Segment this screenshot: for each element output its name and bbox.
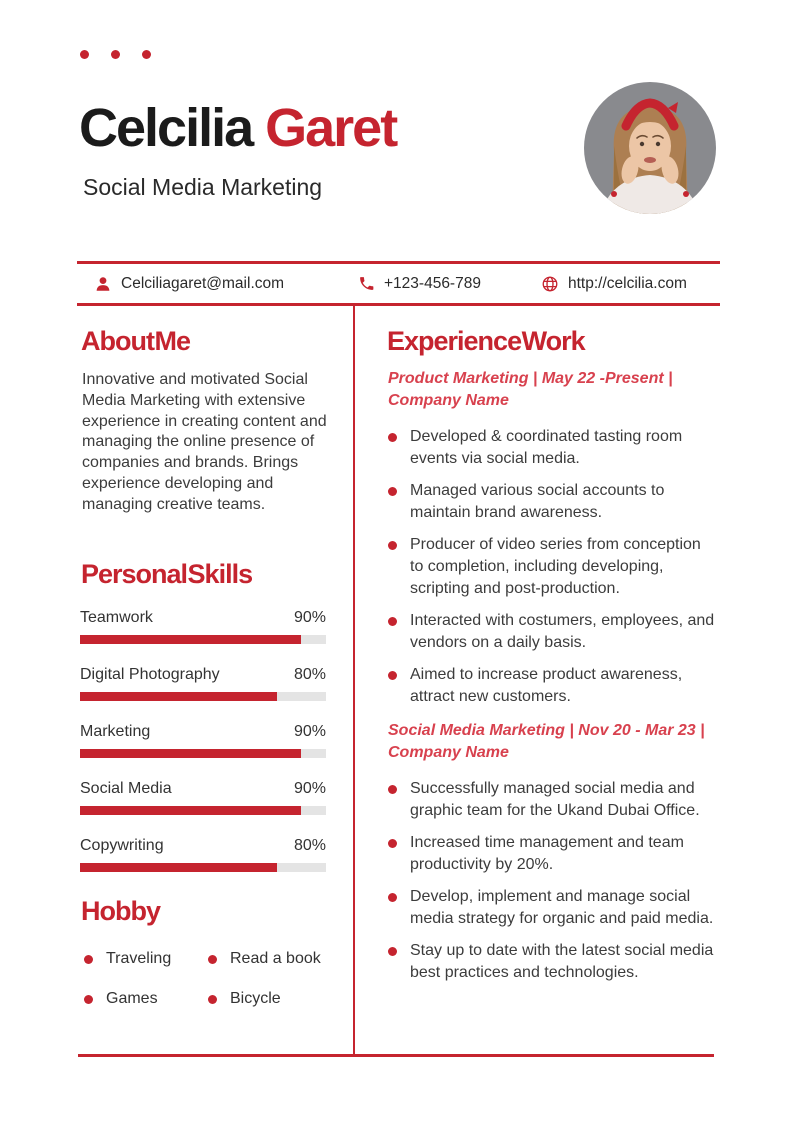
skill-percent: 90% [293,780,326,797]
hobby-list [84,950,336,1008]
bullet-icon [388,893,397,902]
skill-item [80,722,326,758]
hobby-item [84,950,208,968]
bullet-icon [388,839,397,848]
contact-website [541,264,687,303]
hobby-section-title: Hobby [81,896,160,926]
person-icon [94,275,112,293]
profile-photo [584,82,716,214]
skill-bar-track [80,806,326,815]
bullet-icon [388,541,397,550]
job-bullet-text: Interacted with costumers, employees, and vendors on a daily basis. [410,612,715,651]
hobby-label: Traveling [106,950,172,967]
job-bullet-text: Increased time management and team productivity by 20%. [410,834,684,873]
job-bullet [388,940,716,984]
skill-item [80,608,326,644]
dot-icon [80,50,89,59]
phone-icon [358,275,375,292]
skill-label: Marketing [80,723,151,740]
hobby-label: Bicycle [230,990,281,1007]
skill-item [80,665,326,701]
skill-bar-track [80,749,326,758]
job-entry [388,368,716,708]
experience-body [388,368,716,994]
skill-label: Teamwork [80,609,153,626]
skill-head [80,608,326,628]
skill-label: Social Media [80,780,172,797]
contact-phone [358,264,481,303]
about-text: Innovative and motivated Social Media Marketing with extensive experience in creating content and managing the online presence of companies and brands. Brings experience developing and managing creative teams. [82,371,327,513]
bullet-icon [388,433,397,442]
skill-bar-fill [80,749,301,758]
skill-label: Digital Photography [80,666,220,683]
about-section-title: About Me [81,326,190,356]
bullet-icon [388,785,397,794]
hobby-item [208,950,336,968]
name-last: Garet [265,98,397,158]
experience-section-title: Experience Work [387,326,585,356]
contact-bar [77,261,720,306]
job-bullet-text: Aimed to increase product awareness, attract new customers. [410,666,683,705]
job-entry [388,720,716,984]
hobby-item [208,990,336,1008]
skill-percent: 90% [293,723,326,740]
skill-bar-fill [80,692,277,701]
hobby-item [84,990,208,1008]
job-bullet-text: Developed & coordinated tasting room events via social media. [410,428,683,467]
skill-bar-fill [80,863,277,872]
profile-photo-illustration [584,82,716,214]
bullet-icon [84,955,93,964]
bullet-icon [388,617,397,626]
skill-head [80,665,326,685]
bottom-rule [78,1054,714,1057]
skill-bar-track [80,692,326,701]
job-bullet [388,480,716,524]
globe-icon [541,275,559,293]
dot-icon [111,50,120,59]
job-heading: Social Media Marketing | Nov 20 - Mar 23 | Company Name [388,722,705,761]
dot-icon [142,50,151,59]
job-bullet-text: Stay up to date with the latest social media best practices and technologies. [410,942,714,981]
bullet-icon [388,671,397,680]
skill-percent: 80% [293,837,326,854]
skill-bar-fill [80,635,301,644]
skill-head [80,722,326,742]
bullet-icon [208,955,217,964]
contact-website-value: http://celcilia.com [568,274,687,292]
skill-label: Copywriting [80,837,164,854]
skills-list [80,608,326,893]
job-bullet [388,886,716,930]
job-bullet-text: Successfully managed social media and graphic team for the Ukand Dubai Office. [410,780,700,819]
bullet-icon [388,947,397,956]
skill-item [80,779,326,815]
skill-head [80,836,326,856]
contact-email [94,264,284,303]
job-bullet [388,778,716,822]
bullet-icon [208,995,217,1004]
job-bullet [388,426,716,470]
skill-head [80,779,326,799]
hobby-label: Games [106,990,158,1007]
bullet-icon [388,487,397,496]
skill-bar-track [80,635,326,644]
job-bullet [388,610,716,654]
job-bullet [388,534,716,600]
bullet-icon [84,995,93,1004]
job-bullet-text: Producer of video series from conception to completion, including developing, scripting and post-production. [410,536,701,597]
skills-section-title: Personal Skills [81,559,253,589]
name-first: Celcilia [79,98,266,158]
page-title [79,97,396,159]
job-heading: Product Marketing | May 22 -Present | Company Name [388,370,673,409]
skill-percent: 80% [293,666,326,683]
contact-phone-value: +123-456-789 [384,274,481,292]
contact-email-value: Celciliagaret@mail.com [121,274,285,292]
skill-item [80,836,326,872]
skill-bar-track [80,863,326,872]
job-bullet [388,832,716,876]
skill-bar-fill [80,806,301,815]
hobby-label: Read a book [230,950,321,967]
decor-dots [80,50,151,59]
job-bullet [388,664,716,708]
skill-percent: 90% [293,609,326,626]
column-divider [353,306,355,1054]
job-subtitle: Social Media Marketing [83,174,323,200]
job-bullet-text: Develop, implement and manage social media strategy for organic and paid media. [410,888,714,927]
job-bullet-text: Managed various social accounts to maintain brand awareness. [410,482,665,521]
